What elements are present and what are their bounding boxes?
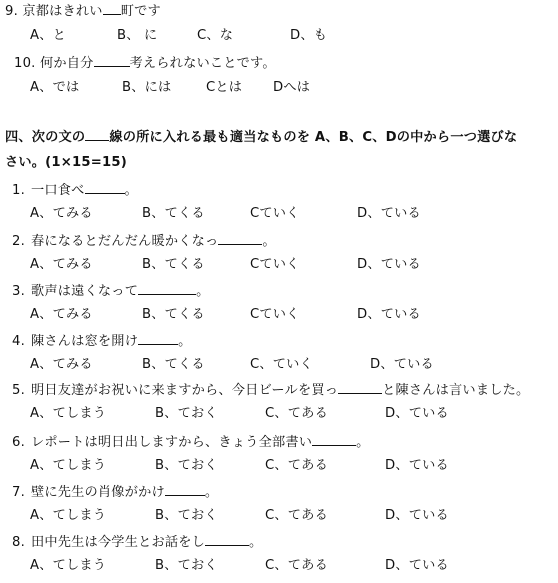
section-heading-line2: さい。(1×15=15) <box>5 155 127 170</box>
option-b: B、ておく <box>155 458 218 473</box>
question-text-after: 。 <box>196 284 210 299</box>
option-c: Cとは <box>206 80 243 95</box>
option-a: A、てしまう <box>30 406 107 421</box>
answer-blank <box>312 433 356 446</box>
question-7 <box>12 483 218 501</box>
option-d: Dへは <box>273 80 311 95</box>
question-number: 5. <box>12 383 25 398</box>
question-text: 9. 京都はきれい <box>5 4 103 19</box>
option-b: B、てくる <box>142 357 205 372</box>
question-6 <box>12 433 370 451</box>
question-text-after: 。 <box>124 183 138 198</box>
answer-blank <box>103 2 121 15</box>
question-text-after: 。 <box>262 234 276 249</box>
question-4 <box>12 332 191 350</box>
option-a: A、てみる <box>30 357 93 372</box>
section-heading <box>5 128 517 146</box>
question-text: 陳さんは窓を開け <box>30 334 139 349</box>
question-text-after: 考えられないことです。 <box>129 56 276 71</box>
question-text-after: 。 <box>178 334 192 349</box>
question-10 <box>14 54 276 72</box>
option-d: D、ている <box>357 307 421 322</box>
option-a: A、てしまう <box>30 558 107 573</box>
option-a: A、てみる <box>30 307 93 322</box>
option-b: B、てくる <box>142 206 205 221</box>
question-text: 10. 何か自分 <box>14 56 94 71</box>
option-c: C、てある <box>265 508 328 523</box>
answer-blank <box>138 282 196 295</box>
option-d: D、ている <box>385 558 449 573</box>
answer-blank <box>338 381 382 394</box>
question-text-after: 。 <box>249 535 263 550</box>
option-d: D、ている <box>357 206 421 221</box>
question-9 <box>5 2 161 20</box>
option-b: B、てくる <box>142 257 205 272</box>
question-text: レポートは明日出しますから、きょう全部書い <box>30 435 313 450</box>
question-text: 歌声は遠くなって <box>30 284 139 299</box>
option-d: D、ている <box>357 257 421 272</box>
option-a: A、てみる <box>30 257 93 272</box>
option-b: B、ておく <box>155 406 218 421</box>
option-a: A、てみる <box>30 206 93 221</box>
option-d: D、ている <box>370 357 434 372</box>
option-a: A、てしまう <box>30 508 107 523</box>
option-c: C、ていく <box>250 357 313 372</box>
option-c: Cていく <box>250 206 300 221</box>
option-a: A、では <box>30 80 80 95</box>
question-text-after: 。 <box>204 485 219 500</box>
question-number: 6. <box>12 435 25 450</box>
answer-blank <box>165 483 205 496</box>
option-b: B、には <box>122 80 172 95</box>
answer-blank <box>85 181 125 194</box>
option-c: Cていく <box>250 257 300 272</box>
question-number: 1. <box>12 183 25 198</box>
question-text: 明日友達がお祝いに来ますから、今日ビールを買っ <box>30 383 339 398</box>
question-3 <box>12 282 209 300</box>
option-b: B、ておく <box>155 508 218 523</box>
option-d: D、ている <box>385 508 449 523</box>
question-text: 春になるとだんだん暖かくなっ <box>30 234 219 249</box>
question-2 <box>12 232 276 250</box>
question-1 <box>12 181 138 199</box>
option-c: C、てある <box>265 458 328 473</box>
question-text-after: 。 <box>356 435 370 450</box>
question-5 <box>12 381 529 399</box>
section-heading-text: 四、次の文の <box>5 130 86 145</box>
question-text: 一口食べ <box>30 183 85 198</box>
question-8 <box>12 533 262 551</box>
answer-blank <box>205 533 249 546</box>
question-number: 3. <box>12 284 25 299</box>
question-text-after: 町です <box>120 4 161 19</box>
option-b: B、てくる <box>142 307 205 322</box>
option-a: A、と <box>30 28 66 43</box>
question-number: 7. <box>12 485 25 500</box>
answer-blank <box>218 232 262 245</box>
option-d: D、ている <box>385 406 449 421</box>
option-a: A、てしまう <box>30 458 107 473</box>
option-c: C、てある <box>265 558 328 573</box>
question-number: 4. <box>12 334 25 349</box>
option-b: B、 に <box>117 28 158 43</box>
option-d: D、も <box>290 28 328 43</box>
answer-blank <box>94 54 130 67</box>
section-heading-text-after: 線の所に入れる最も適当なものを A、B、C、Dの中から一つ選びな <box>109 130 518 145</box>
question-text-after: と陳さんは言いました。 <box>382 383 530 398</box>
answer-blank <box>138 332 178 345</box>
option-c: C、てある <box>265 406 328 421</box>
question-number: 8. <box>12 535 25 550</box>
answer-blank <box>85 128 109 141</box>
option-c: Cていく <box>250 307 300 322</box>
question-text: 田中先生は今学生とお話をし <box>30 535 206 550</box>
question-number: 2. <box>12 234 25 249</box>
option-b: B、ておく <box>155 558 218 573</box>
option-d: D、ている <box>385 458 449 473</box>
question-text: 壁に先生の肖像がかけ <box>30 485 165 500</box>
option-c: C、な <box>197 28 234 43</box>
